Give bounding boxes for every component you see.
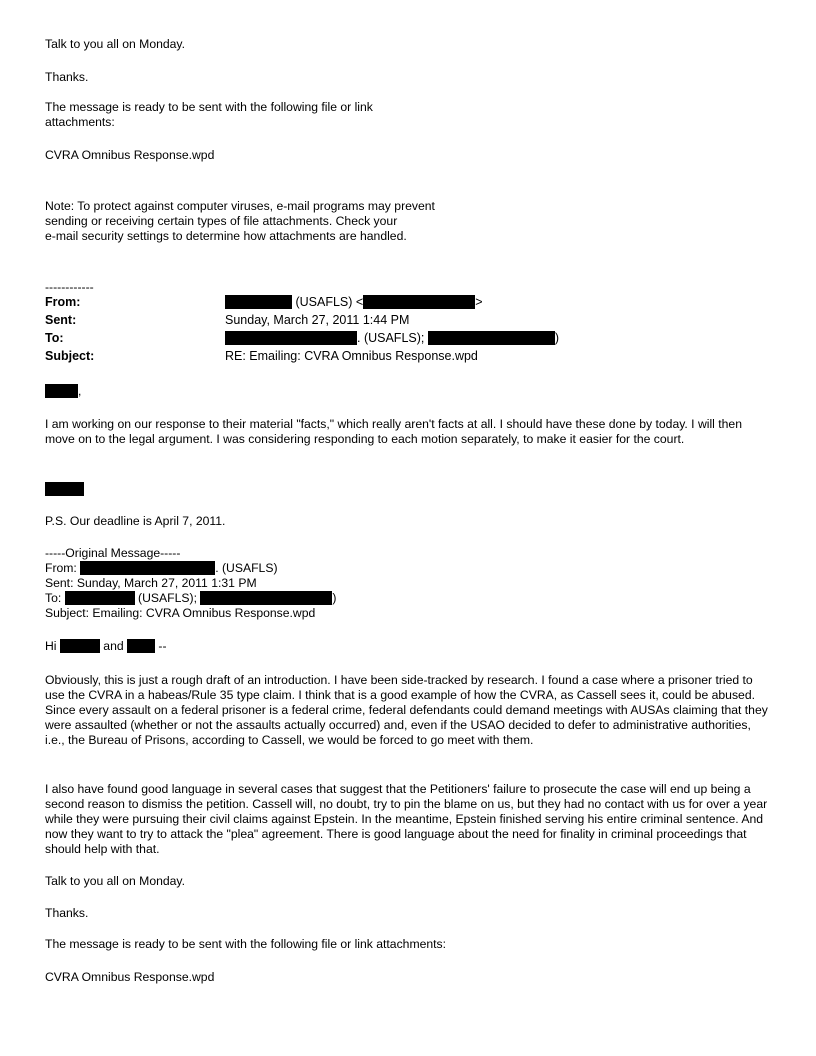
attachment-notice-line1: The message is ready to be sent with the following file or link [45, 100, 373, 114]
original-thanks-line: Thanks. [45, 906, 89, 920]
to-value [225, 329, 559, 347]
original-attachment-notice: The message is ready to be sent with the following file or link attachments: [45, 937, 447, 951]
original-sent-line: Sent: Sunday, March 27, 2011 1:31 PM [45, 576, 257, 590]
original-paragraph-2: I also have found good language in several cases that suggest that the Petitioners' failure to prosecute the case will end up being a second reason to dismiss the petition. Cassell will, no doubt, try to pin the blame on us, but they had no contact with us for over a year while they were pursuing their civil claims against Epstein. In the meantime, Epstein finished serving his entire criminal sentence. And now they want to try to attack the "plea" agreement. There is good language about the need for finality in criminal proceedings that should help with that. [45, 782, 768, 856]
redaction-block [60, 639, 100, 653]
hi-word: Hi [45, 639, 57, 653]
redaction-block [127, 639, 155, 653]
original-to-org: (USAFLS); [138, 591, 197, 605]
reply-body: I am working on our response to their material "facts," which really aren't facts at all. I should have these done by today. I will then move on to the legal argument. I was considering responding to each motion separately, to make it easier for the court. [45, 417, 742, 446]
greeting-dash: -- [158, 639, 167, 653]
thanks-line: Thanks. [45, 70, 89, 84]
redaction-block [225, 331, 357, 345]
redaction-block [428, 331, 555, 345]
original-from-line [45, 561, 278, 576]
and-word: and [103, 639, 124, 653]
original-from-label: From: [45, 561, 77, 575]
redaction-block [45, 482, 84, 496]
original-subject-line: Subject: Emailing: CVRA Omnibus Response.wpd [45, 606, 316, 620]
original-attachment-filename: CVRA Omnibus Response.wpd [45, 970, 215, 984]
greeting-suffix: , [78, 384, 82, 398]
to-label: To: [45, 331, 64, 345]
virus-note-line2: sending or receiving certain types of file attachments. Check your [45, 214, 398, 228]
greeting-line [45, 384, 81, 399]
attachment-filename: CVRA Omnibus Response.wpd [45, 148, 215, 162]
virus-note-line3: e-mail security settings to determine how attachments are handled. [45, 229, 407, 243]
attachment-notice-line2: attachments: [45, 115, 115, 129]
subject-label: Subject: [45, 349, 95, 363]
virus-note-line1: Note: To protect against computer viruses, e-mail programs may prevent [45, 199, 435, 213]
original-from-org: . (USAFLS) [215, 561, 278, 575]
to-end: ) [554, 331, 560, 345]
postscript-line: P.S. Our deadline is April 7, 2011. [45, 514, 226, 528]
redaction-block [200, 591, 332, 605]
from-label: From: [45, 295, 81, 309]
sent-value: Sunday, March 27, 2011 1:44 PM [225, 313, 410, 327]
to-org: . (USAFLS); [357, 331, 425, 345]
from-end: > [475, 295, 483, 309]
signature-line [45, 482, 84, 497]
separator-line: ------------ [45, 280, 94, 294]
redaction-block [45, 384, 78, 398]
original-paragraph-1: Obviously, this is just a rough draft of an introduction. I have been side-tracked by research. I found a case where a prisoner tried to use the CVRA in a habeas/Rule 35 type claim. I think that is a good example of how the CVRA, as Cassell sees it, could be abused. Since every assault on a federal prisoner is a federal crime, federal defendants could demand meetings with AUSAs claiming that they were assaulted (whether or not the assaults actually occurred) and, even if the USAO decided to defer to administrative authorities, i.e., the Bureau of Prisons, according to Cassell, we would be forced to go meet with them. [45, 673, 768, 747]
original-to-end: ) [332, 591, 337, 605]
from-value [225, 293, 483, 311]
closing-line: Talk to you all on Monday. [45, 37, 186, 51]
redaction-block [80, 561, 215, 575]
original-to-label: To: [45, 591, 62, 605]
subject-value: RE: Emailing: CVRA Omnibus Response.wpd [225, 349, 478, 363]
original-closing-line: Talk to you all on Monday. [45, 874, 186, 888]
original-to-line [45, 591, 336, 606]
original-message-banner: -----Original Message----- [45, 546, 181, 560]
from-org: (USAFLS) < [295, 295, 364, 309]
redaction-block [363, 295, 475, 309]
redaction-block [225, 295, 292, 309]
original-greeting-line [45, 639, 167, 654]
sent-label: Sent: [45, 313, 77, 327]
redaction-block [65, 591, 135, 605]
